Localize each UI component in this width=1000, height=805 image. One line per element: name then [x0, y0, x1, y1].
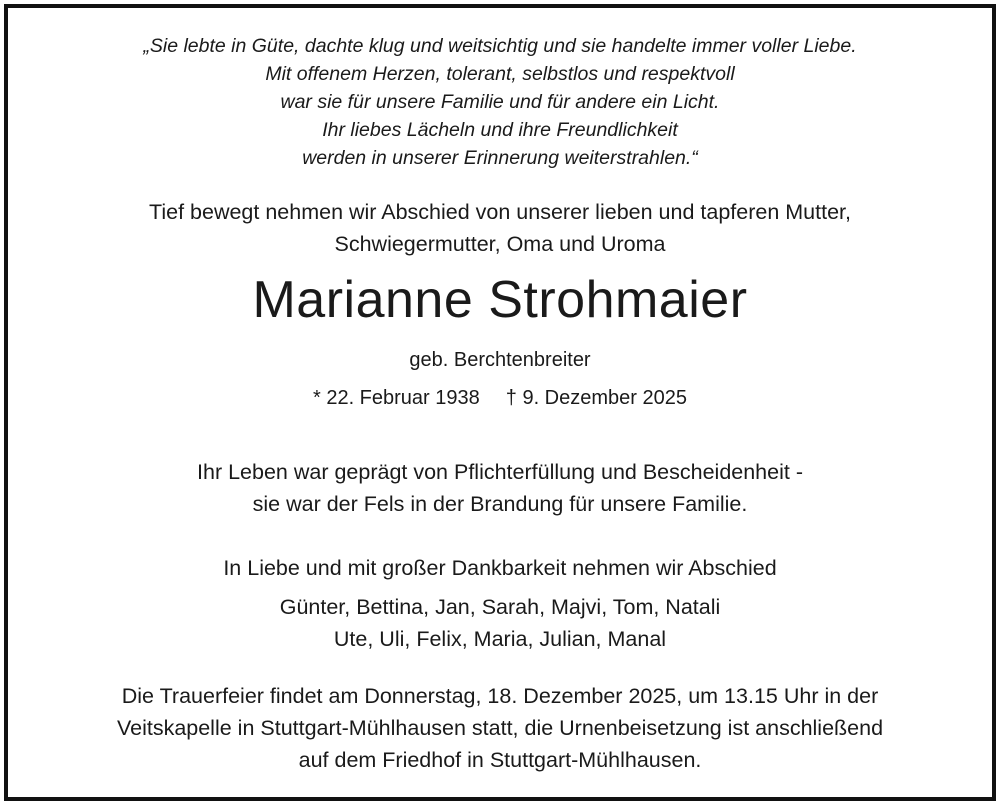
obituary-frame — [4, 4, 996, 801]
life-dates — [8, 387, 992, 410]
quote-line: Mit offenem Herzen, tolerant, selbstlos und respektvoll — [265, 63, 735, 85]
intro-line: Schwiegermutter, Oma und Uroma — [334, 232, 666, 256]
deceased-name: Marianne Strohmaier — [252, 271, 748, 329]
quote-line: werden in unserer Erinnerung weiterstrahlen.“ — [302, 147, 698, 169]
service-line: Die Trauerfeier findet am Donnerstag, 18. Dezember 2025, um 13.15 Uhr in der — [121, 684, 879, 708]
quote-line: war sie für unsere Familie und für andere ein Licht. — [280, 91, 720, 113]
family-names: Ute, Uli, Felix, Maria, Julian, Manal — [333, 627, 667, 651]
farewell-heading: In Liebe und mit großer Dankbarkeit nehmen wir Abschied — [223, 556, 777, 580]
tribute-line: sie war der Fels in der Brandung für unsere Familie. — [252, 492, 748, 516]
death-date: † 9. Dezember 2025 — [505, 387, 687, 409]
birth-name: geb. Berchtenbreiter — [409, 349, 591, 371]
service-line: Veitskapelle in Stuttgart-Mühlhausen statt, die Urnenbeisetzung ist anschließend — [116, 716, 884, 740]
tribute-line: Ihr Leben war geprägt von Pflichterfüllung und Bescheidenheit - — [197, 460, 803, 484]
quote-line: „Sie lebte in Güte, dachte klug und weitsichtig und sie handelte immer voller Liebe. — [143, 35, 857, 57]
birth-date: * 22. Februar 1938 — [312, 387, 480, 409]
intro-line: Tief bewegt nehmen wir Abschied von unserer lieben und tapferen Mutter, — [149, 200, 851, 224]
family-names: Günter, Bettina, Jan, Sarah, Majvi, Tom, Natali — [279, 595, 721, 619]
service-line: auf dem Friedhof in Stuttgart-Mühlhausen. — [298, 748, 702, 772]
quote-line: Ihr liebes Lächeln und ihre Freundlichkeit — [322, 119, 678, 141]
